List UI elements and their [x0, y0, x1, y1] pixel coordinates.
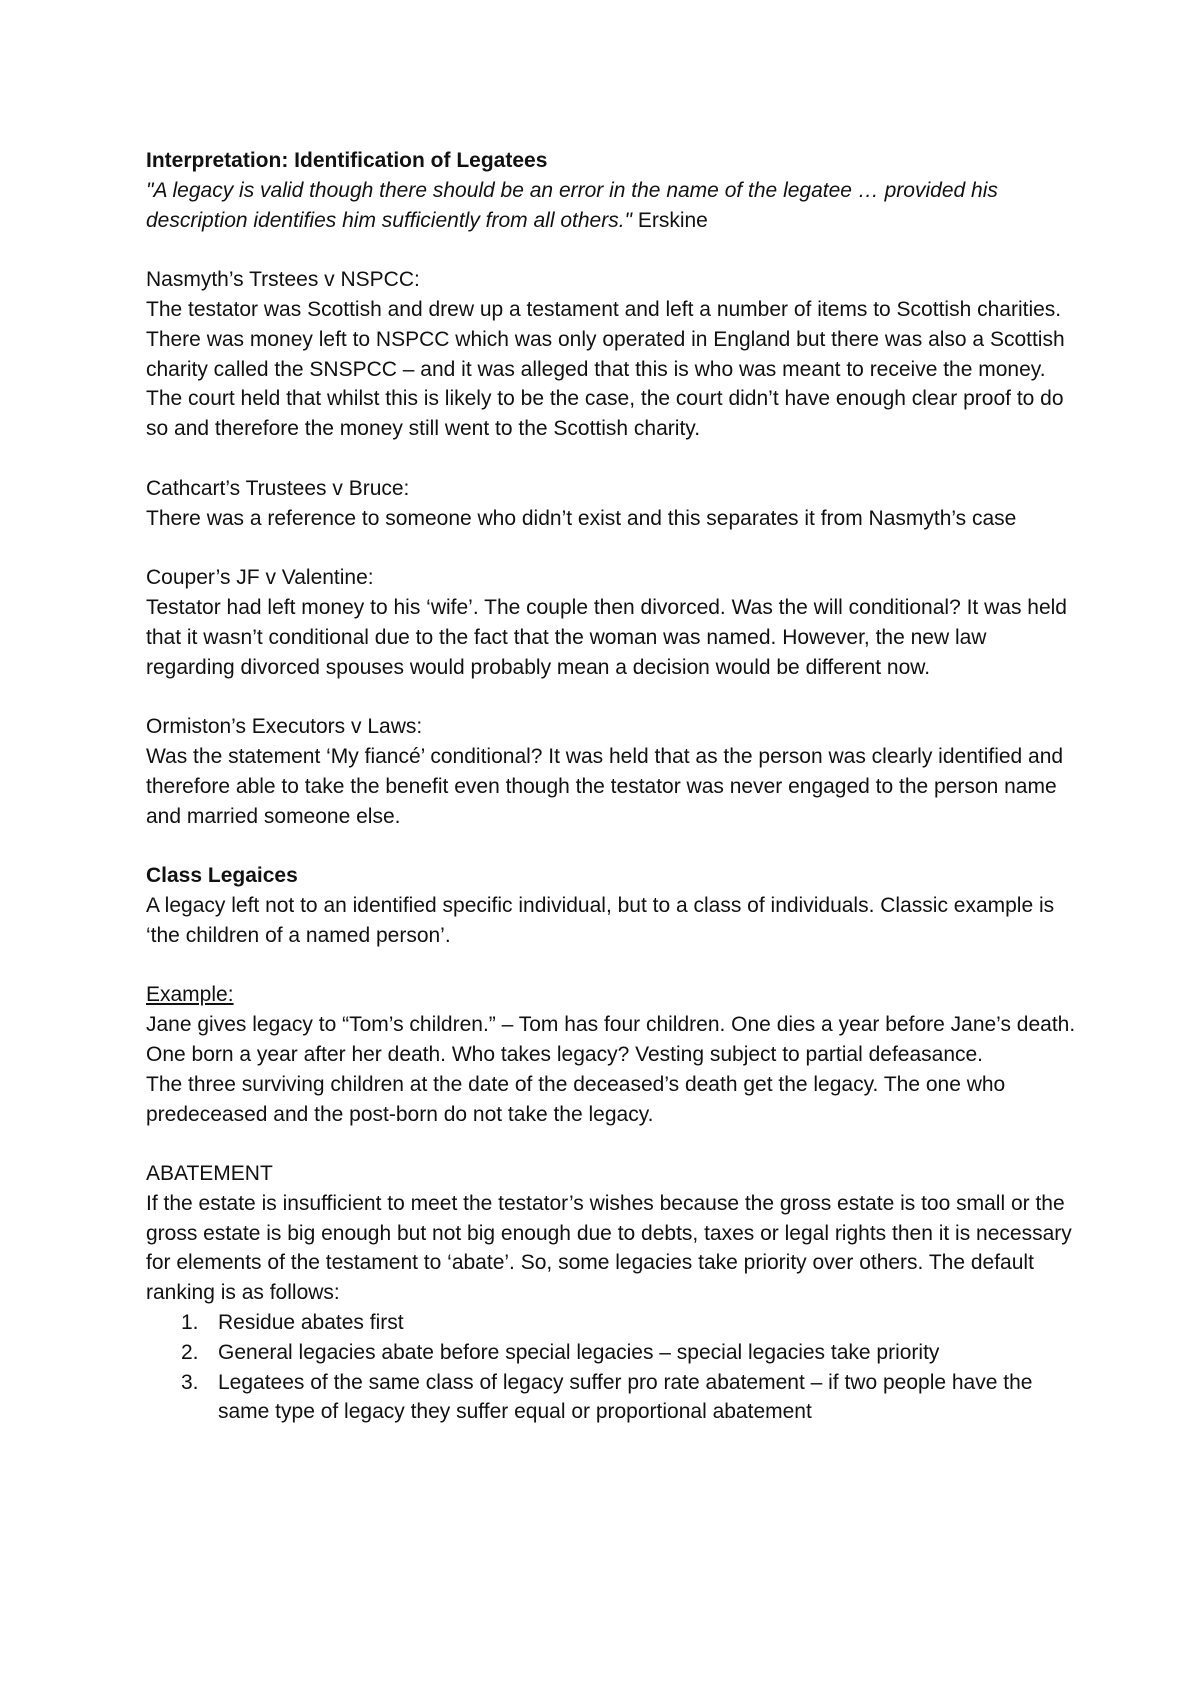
abatement-ranking-list [146, 1308, 1076, 1427]
case-cathcart [146, 474, 1076, 534]
section-heading-interpretation: Interpretation: Identification of Legatees [146, 149, 548, 172]
list-item [181, 1368, 1076, 1428]
case-body: There was a reference to someone who didn’t exist and this separates it from Nasmyth’s case [146, 506, 1017, 530]
case-body: Testator had left money to his ‘wife’. The couple then divorced. Was the will conditional? It was held that it wasn’t conditional due to the fact that the woman was named. However, the new law regarding divorced spouses would probably mean a decision would be different now. [146, 595, 1067, 679]
example-paragraph-1: Jane gives legacy to “Tom’s children.” – Tom has four children. One dies a year before Jane’s death. One born a year after her death. Who takes legacy? Vesting subject to partial defeasance. [146, 1013, 1076, 1066]
class-legacies-section [146, 861, 1076, 950]
list-number: 3. [181, 1370, 199, 1394]
case-title: Nasmyth’s Trstees v NSPCC: [146, 268, 420, 292]
case-couper [146, 563, 1076, 682]
erskine-quote: "A legacy is valid though there should be an error in the name of the legatee … provided his description identifies him sufficiently from all others." [146, 178, 998, 232]
intro-section [146, 146, 1076, 235]
class-legacies-body: A legacy left not to an identified specific individual, but to a class of individuals. Classic example is ‘the children of a named person’. [146, 893, 1055, 947]
erskine-quote-paragraph [146, 176, 1076, 236]
list-item-text: General legacies abate before special legacies – special legacies take priority [218, 1340, 940, 1364]
list-number: 2. [181, 1340, 199, 1364]
abatement-body: If the estate is insufficient to meet the testator’s wishes because the gross estate is too small or the gross estate is big enough but not big enough due to debts, taxes or legal rights then it is necessary for elements of the testament to ‘abate’. So, some legacies take priority over others. The default ranking is as follows: [146, 1191, 1072, 1305]
case-body: Was the statement ‘My fiancé’ conditional? It was held that as the person was clearly identified and therefore able to take the benefit even though the testator was never engaged to the person name and married someone else. [146, 744, 1064, 828]
example-section [146, 980, 1076, 1129]
list-item [181, 1308, 1076, 1338]
case-title: Cathcart’s Trustees v Bruce: [146, 476, 410, 500]
case-title: Couper’s JF v Valentine: [146, 566, 374, 590]
case-nasmyth [146, 265, 1076, 444]
list-item-text: Legatees of the same class of legacy suffer pro rate abatement – if two people have the same type of legacy they suffer equal or proportional abatement [218, 1370, 1033, 1424]
abatement-section [146, 1159, 1076, 1427]
list-number: 1. [181, 1311, 199, 1335]
case-body: The testator was Scottish and drew up a testament and left a number of items to Scottish charities. There was money left to NSPCC which was only operated in England but there was also a Scottish charity called the SNSPCC – and it was alleged that this is who was meant to receive the money. The court held that whilst this is likely to be the case, the court didn’t have enough clear proof to do so and therefore the money still went to the Scottish charity. [146, 297, 1065, 441]
list-item [181, 1338, 1076, 1368]
case-ormiston [146, 712, 1076, 831]
document-body [146, 146, 1076, 1427]
example-paragraph-2: The three surviving children at the date of the deceased’s death get the legacy. The one who predeceased and the post-born do not take the legacy. [146, 1072, 1006, 1126]
section-heading-class-legacies: Class Legaices [146, 864, 298, 888]
list-item-text: Residue abates first [218, 1311, 404, 1335]
section-heading-abatement: ABATEMENT [146, 1162, 273, 1186]
section-heading-example: Example: [146, 983, 234, 1007]
case-title: Ormiston’s Executors v Laws: [146, 715, 423, 739]
quote-attribution: Erskine [631, 208, 708, 232]
